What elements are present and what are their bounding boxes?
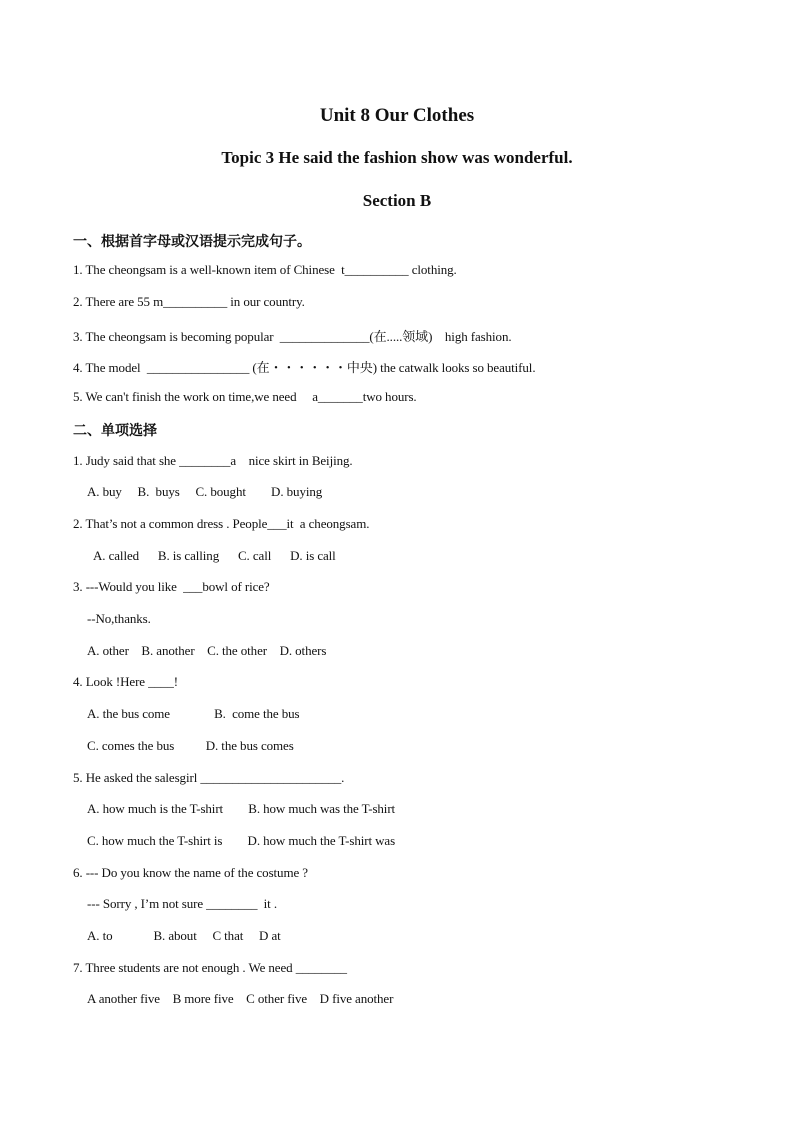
part1-item: 2. There are 55 m__________ in our country. [73,294,305,309]
section-title: Section B [362,191,432,210]
answer-options: C. comes the bus D. the bus comes [87,738,294,753]
part2-heading: 二、单项选择 [73,423,157,439]
answer-options: A. the bus come B. come the bus [87,706,300,721]
part1-item: 4. The model ________________ (在・・・・・・中央) the catwalk looks so beautiful. [73,360,536,375]
part1-item: 5. We can't finish the work on time,we need a_______two hours. [73,389,417,404]
question-line: 3. ---Would you like ___bowl of rice? [73,579,270,594]
answer-options: A. how much is the T-shirt B. how much was the T-shirt [87,801,396,816]
question-line: 5. He asked the salesgirl ______________________. [73,770,345,785]
question-line: 6. --- Do you know the name of the costume ? [73,865,308,880]
answer-options: A. called B. is calling C. call D. is call [93,548,336,563]
answer-options: A. other B. another C. the other D. others [87,643,327,658]
answer-options: A. to B. about C that D at [87,928,281,943]
unit-title: Unit 8 Our Clothes [319,105,475,126]
dialogue-line: --- Sorry , I’m not sure ________ it . [87,896,277,911]
question-line: 7. Three students are not enough . We need ________ [73,960,347,975]
dialogue-line: --No,thanks. [87,611,151,626]
answer-options: C. how much the T-shirt is D. how much the T-shirt was [87,833,396,848]
question-line: 1. Judy said that she ________a nice skirt in Beijing. [73,453,353,468]
answer-options: A another five B more five C other five D five another [87,991,394,1006]
part1-item: 3. The cheongsam is becoming popular ______________(在.....领域) high fashion. [73,329,512,344]
part1-item: 1. The cheongsam is a well-known item of Chinese t__________ clothing. [73,262,457,277]
part1-heading: 一、根据首字母或汉语提示完成句子。 [73,234,311,250]
answer-options: A. buy B. buys C. bought D. buying [87,484,323,499]
question-line: 4. Look !Here ____! [73,674,178,689]
topic-title: Topic 3 He said the fashion show was wonderful. [221,148,573,167]
question-line: 2. That’s not a common dress . People___it a cheongsam. [73,516,370,531]
